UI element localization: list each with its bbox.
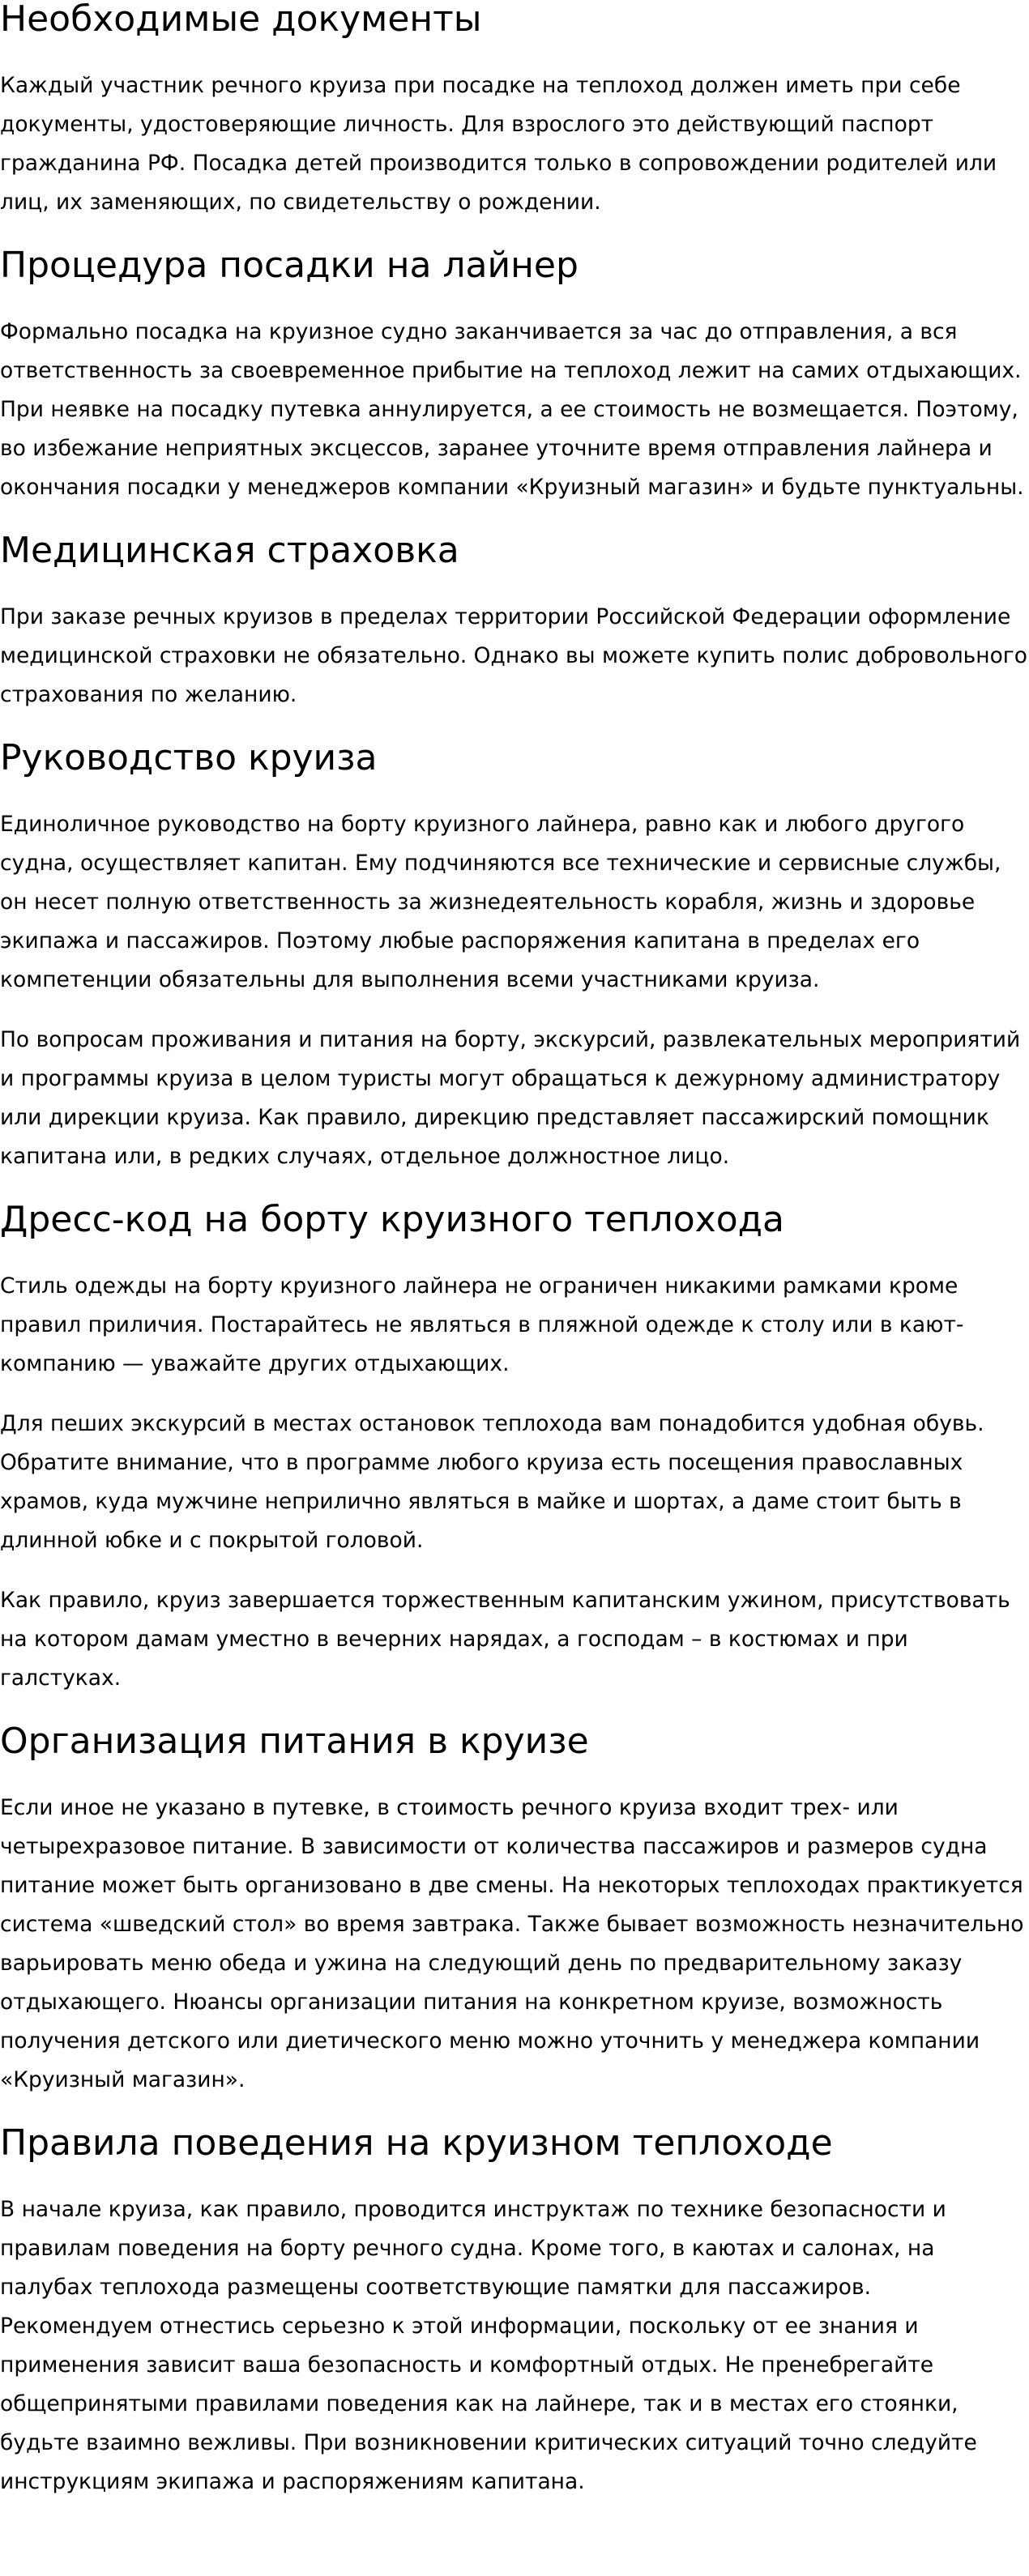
section-heading: Необходимые документы: [0, 0, 482, 40]
section-paragraph: Для пеших экскурсий в местах остановок теплохода вам понадобится удобная обувь. Обратите внимание, что в программе любого круиза есть посещения православных храмов, куда мужчине неприлично являться в майке и шортах, а даме стоит быть в длинной юбке и с покрытой головой.: [0, 1411, 984, 1553]
section-management: [0, 736, 1029, 1176]
section-paragraph: Каждый участник речного круиза при посадке на теплоход должен иметь при себе документы, удостоверяющие личность. Для взрослого это действующий паспорт гражданина РФ. Посадка детей производится только в сопровождении родителей или лиц, их заменяющих, по свидетельству о рождении.: [0, 73, 997, 215]
section-heading: Руководство круиза: [0, 737, 378, 778]
section-paragraph: При заказе речных круизов в пределах территории Российской Федерации оформление медицинской страховки не обязательно. Однако вы можете купить полис добровольного страхования по желанию.: [0, 604, 1027, 707]
section-paragraph: Как правило, круиз завершается торжественным капитанским ужином, присутствовать на котором дамам уместно в вечерних нарядах, а господам – в костюмах и при галстуках.: [0, 1588, 1010, 1691]
section-heading: Организация питания в круизе: [0, 1721, 589, 1762]
section-paragraph: Если иное не указано в путевке, в стоимость речного круиза входит трех- или четырехразовое питание. В зависимости от количества пассажиров и размеров судна питание может быть организовано в две смены. На некоторых теплоходах практикуется система «шведский стол» во время завтрака. Также бывает возможность незначительно варьировать меню обеда и ужина на следующий день по предварительному заказу отдыхающего. Нюансы организации питания на конкретном круизе, возможность получения детского или диетического меню можно уточнить у менеджера компании «Круизный магазин».: [0, 1795, 1024, 2092]
section-paragraph: Формально посадка на круизное судно заканчивается за час до отправления, а вся ответственность за своевременное прибытие на теплоход лежит на самих отдыхающих. При неявке на посадку путевка аннулируется, а ее стоимость не возмещается. Поэтому, во избежание неприятных эксцессов, заранее уточните время отправления лайнера и окончания посадки у менеджеров компании «Круизный магазин» и будьте пунктуальны.: [0, 319, 1024, 500]
section-heading: Процедура посадки на лайнер: [0, 245, 579, 286]
section-rules: [0, 2121, 1029, 2501]
section-heading: Дресс-код на борту круизного теплохода: [0, 1199, 784, 1240]
section-boarding: [0, 243, 1029, 507]
section-dress-code: [0, 1197, 1029, 1698]
section-paragraph: Стиль одежды на борту круизного лайнера не ограничен никакими рамками кроме правил приличия. Постарайтесь не являться в пляжной одежде к столу или в кают-компанию — уважайте других отдыхающих.: [0, 1273, 964, 1376]
section-paragraph: По вопросам проживания и питания на борту, экскурсий, развлекательных мероприятий и программы круиза в целом туристы могут обращаться к дежурному администратору или дирекции круиза. Как правило, дирекцию представляет пассажирский помощник капитана или, в редких случаях, отдельное должностное лицо.: [0, 1027, 1021, 1169]
section-food: [0, 1719, 1029, 2100]
section-heading: Правила поведения на круизном теплоходе: [0, 2122, 833, 2164]
section-documents: [0, 0, 1029, 222]
section-paragraph: Единоличное руководство на борту круизного лайнера, равно как и любого другого судна, осуществляет капитан. Ему подчиняются все технические и сервисные службы, он несет полную ответственность за жизнедеятельность корабля, жизнь и здоровье экипажа и пассажиров. Поэтому любые распоряжения капитана в пределах его компетенции обязательны для выполнения всеми участниками круиза.: [0, 812, 1001, 992]
section-paragraph: В начале круиза, как правило, проводится инструктаж по технике безопасности и правилам поведения на борту речного судна. Кроме того, в каютах и салонах, на палубах теплохода размещены соответствующие памятки для пассажиров. Рекомендуем отнестись серьезно к этой информации, поскольку от ее знания и применения зависит ваша безопасность и комфортный отдых. Не пренебрегайте общепринятыми правилами поведения как на лайнере, так и в местах его стоянки, будьте взаимно вежливы. При возникновении критических ситуаций точно следуйте инструкциям экипажа и распоряжениям капитана.: [0, 2197, 977, 2494]
section-heading: Медицинская страховка: [0, 530, 459, 571]
section-insurance: [0, 528, 1029, 714]
